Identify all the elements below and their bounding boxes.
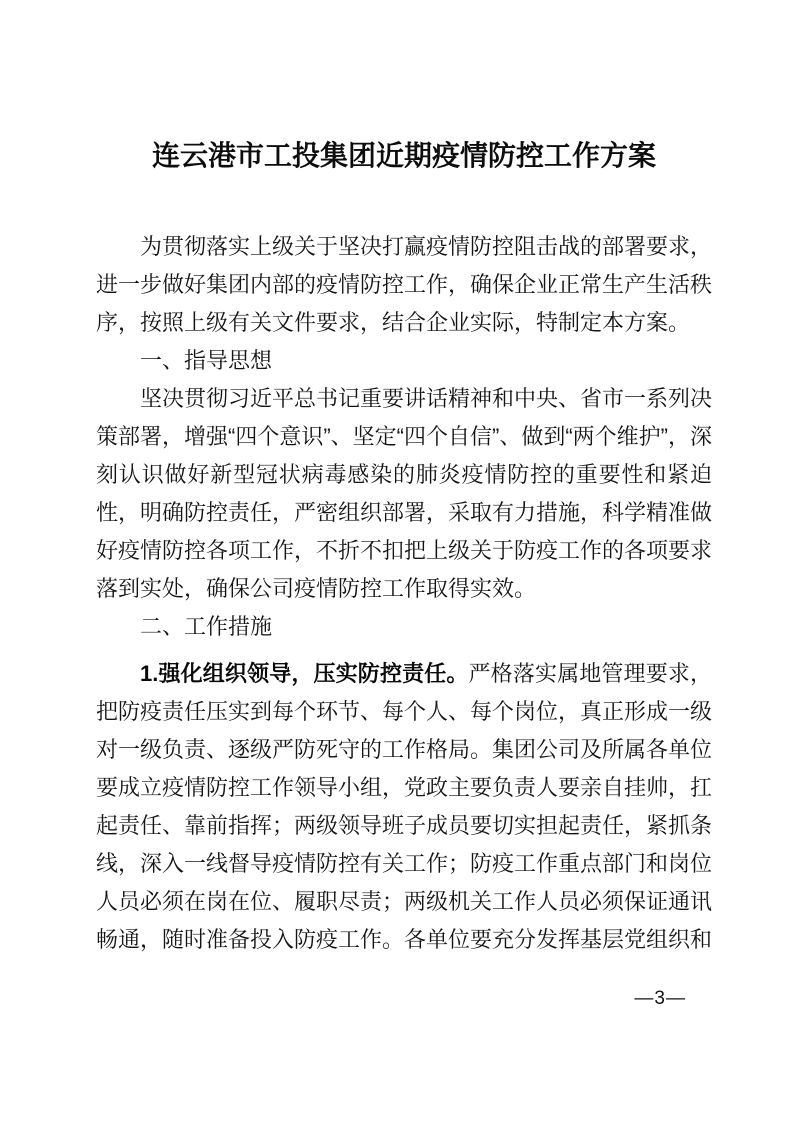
paragraph-measure-1 <box>96 655 712 959</box>
document-title: 连云港市工投集团近期疫情防控工作方案 <box>151 140 656 171</box>
measure-1-body-text: 严格落实属地管理要求，把防疫责任压实到每个环节、每个人、每个岗位，真正形成一级对一级负责、逐级严防死守的工作格局。集团公司及所属各单位要成立疫情防控工作领导小组，党政主要负责人要亲自挂帅，扛起责任、靠前指挥；两级领导班子成员要切实担起责任，紧抓条线，深入一线督导疫情防控有关工作；防疫工作重点部门和岗位人员必须在岗在位、履职尽责；两级机关工作人员必须保证通讯畅通，随时准备投入防疫工作。各单位要充分发挥基层党组织和 <box>96 661 713 952</box>
page-number: —3— <box>634 988 686 1009</box>
paragraph-intro: 为贯彻落实上级关于坚决打赢疫情防控阻击战的部署要求，进一步做好集团内部的疫情防控工作，确保企业正常生产生活秩序，按照上级有关文件要求，结合企业实际，特制定本方案。 <box>96 234 713 335</box>
section-heading-work-measures: 二、工作措施 <box>140 614 273 639</box>
document-content <box>96 134 712 959</box>
section-heading-guiding-thought: 一、指导思想 <box>140 348 273 373</box>
measure-1-bold-lead: 1.强化组织领导，压实防控责任。 <box>140 661 469 686</box>
paragraph-guiding-thought: 坚决贯彻习近平总书记重要讲话精神和中央、省市一系列决策部署，增强“四个意识”、坚定“四个自信”、做到“两个维护”，深刻认识做好新型冠状病毒感染的肺炎疫情防控的重要性和紧迫性，明确防控责任，严密组织部署，采取有力措施，科学精准做好疫情防控各项工作，不折不扣把上级关于防疫工作的各项要求落到实处，确保公司疫情防控工作取得实效。 <box>96 386 713 601</box>
